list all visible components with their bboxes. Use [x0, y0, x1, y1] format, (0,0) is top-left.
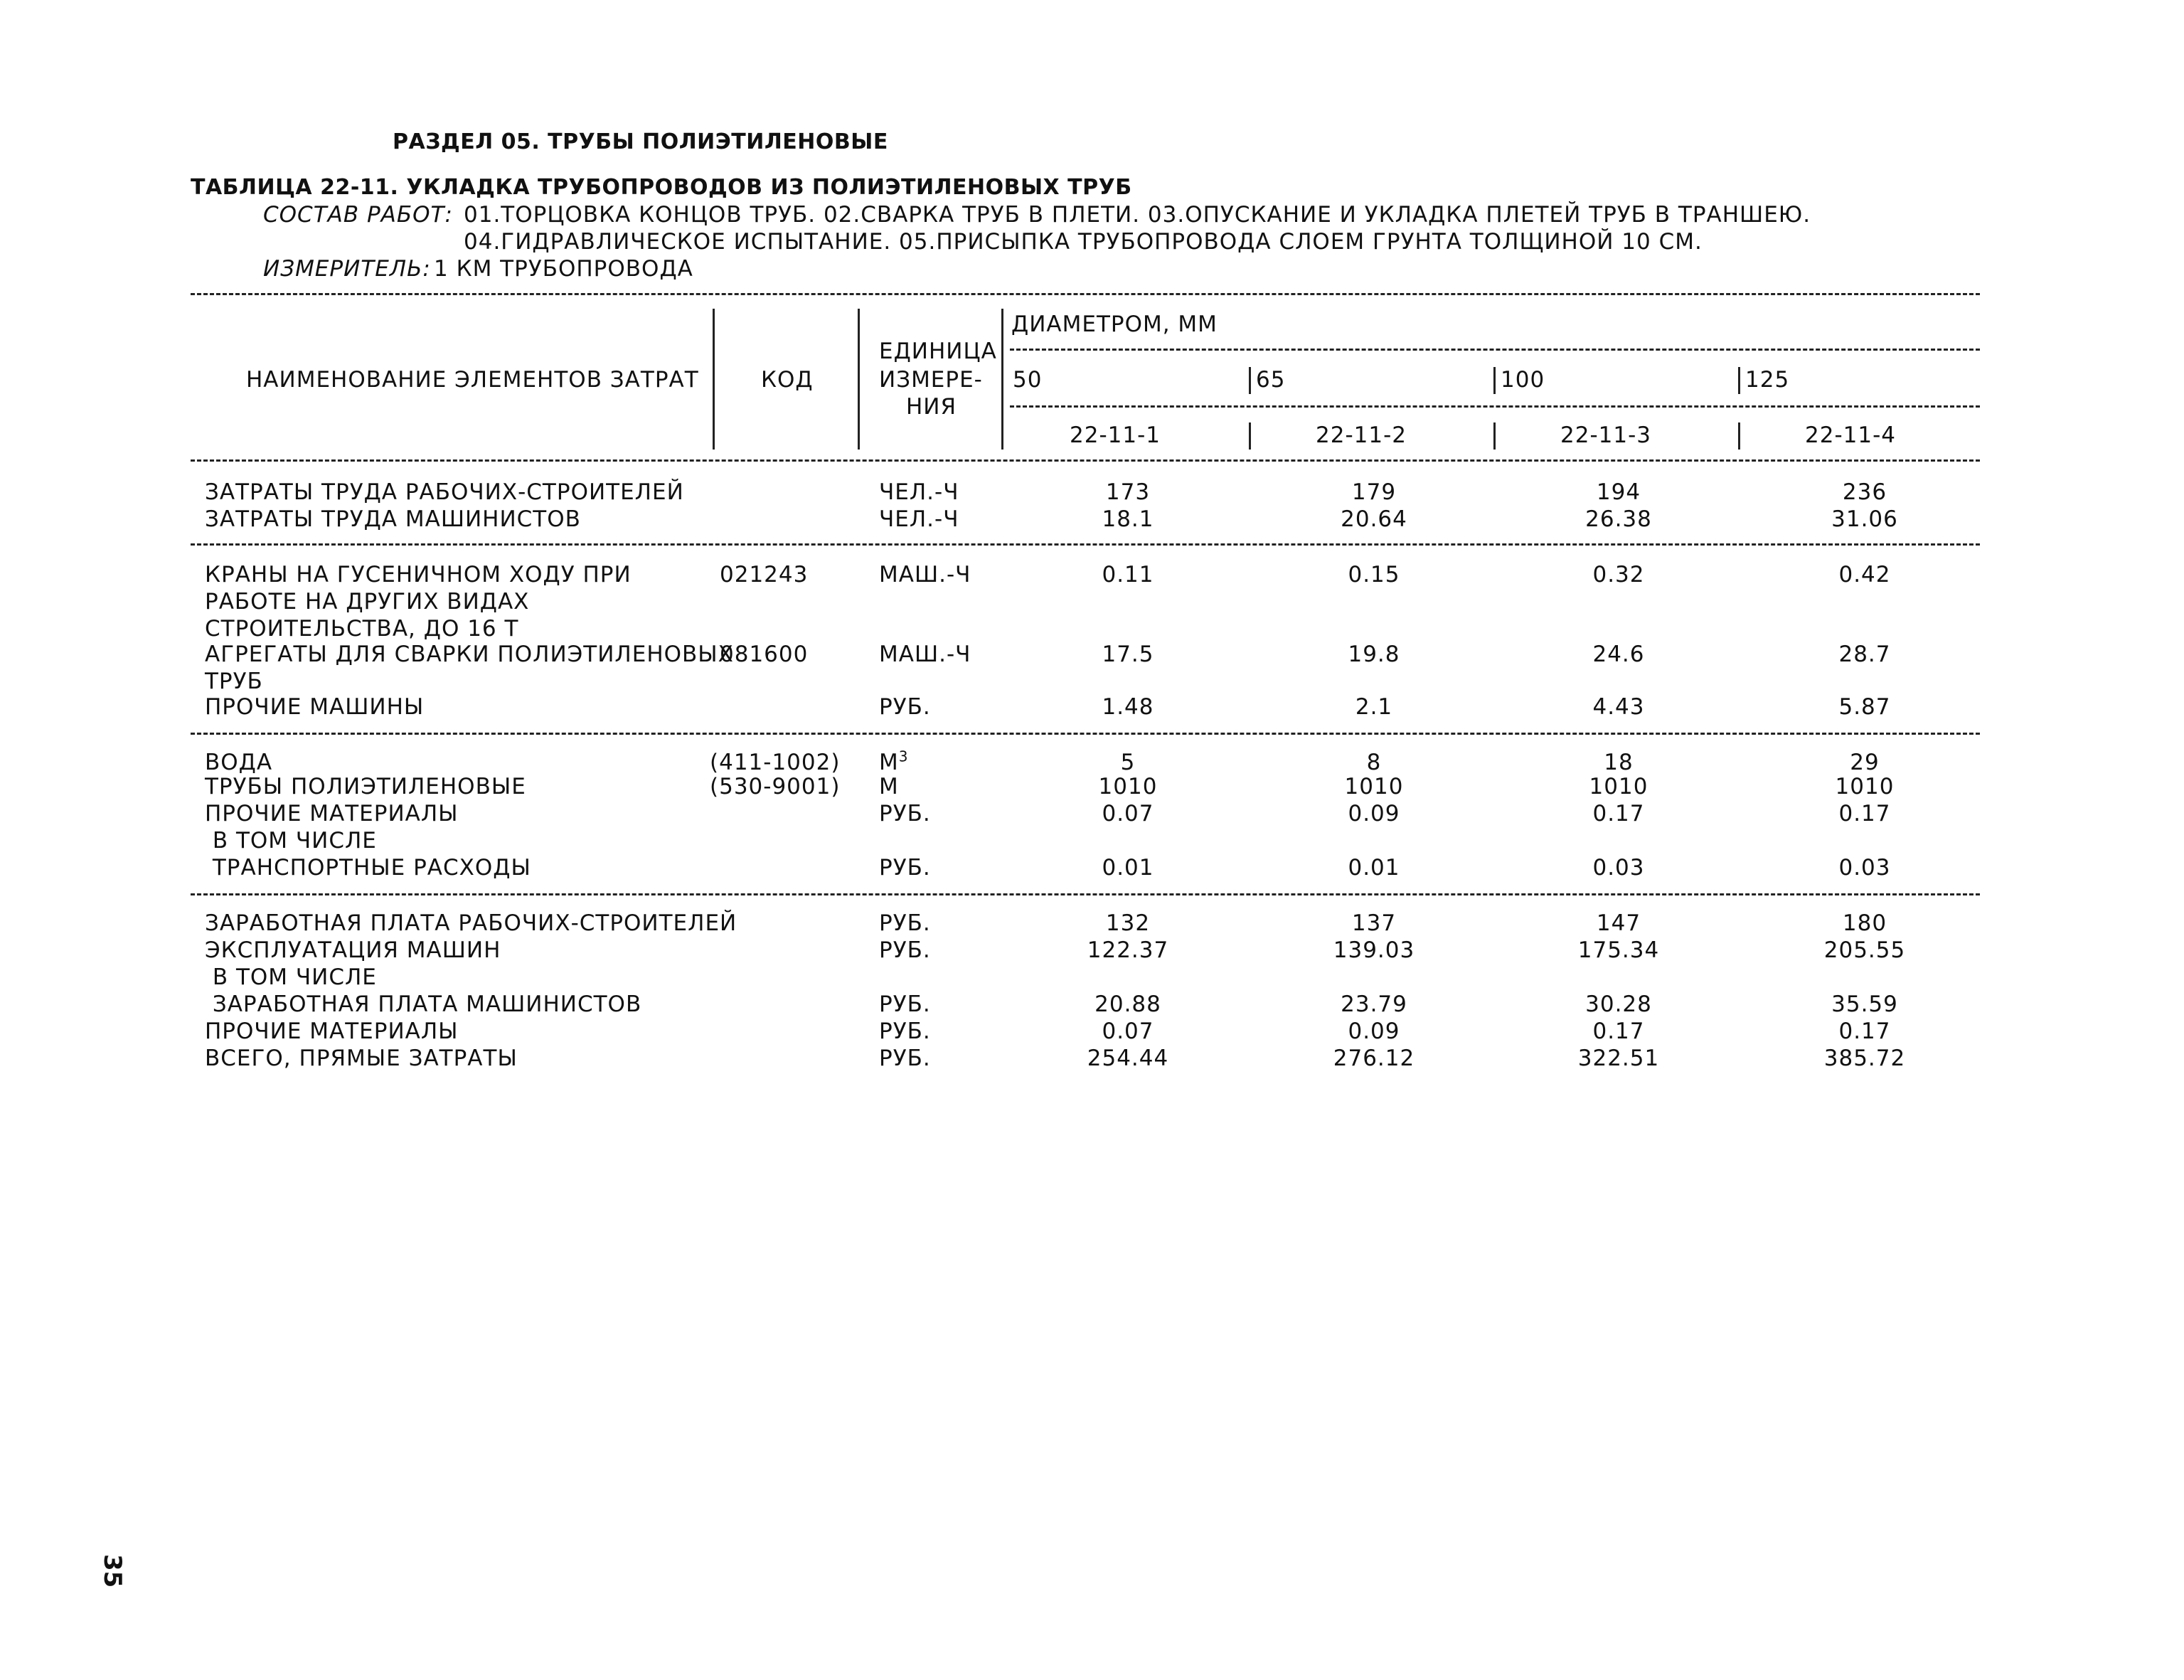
row-name: ЗАРАБОТНАЯ ПЛАТА МАШИНИСТОВ [205, 991, 642, 1017]
work-line-2: 04.ГИДРАВЛИЧЕСКОЕ ИСПЫТАНИЕ. 05.ПРИСЫПКА ТРУБОПРОВОДА СЛОЕМ ГРУНТА ТОЛЩИНОЙ 10 СМ. [464, 229, 1703, 255]
row-value: 0.17 [1592, 1019, 1645, 1044]
row-value: 0.17 [1838, 801, 1891, 826]
row-value: 0.42 [1838, 562, 1891, 588]
row-value: 0.17 [1838, 1019, 1891, 1044]
row-value: 122.37 [1087, 937, 1169, 963]
row-value: 0.01 [1102, 855, 1154, 881]
row-name: СТРОИТЕЛЬСТВА, ДО 16 Т [205, 616, 519, 642]
row-value: 0.09 [1348, 801, 1400, 826]
row-value: 236 [1842, 479, 1887, 505]
section-rule [191, 543, 1980, 546]
row-name: В ТОМ ЧИСЛЕ [205, 964, 377, 990]
unit-superscript: 3 [898, 748, 909, 765]
row-value: 385.72 [1823, 1046, 1906, 1071]
row-value: 322.51 [1577, 1046, 1660, 1071]
row-value: 18.1 [1102, 506, 1154, 532]
header-unit-line2: ИЗМЕРЕ- [879, 367, 983, 393]
row-value: 1.48 [1102, 694, 1154, 720]
row-value: 29 [1850, 750, 1880, 775]
header-separator [1001, 309, 1003, 450]
header-d3: 100 [1501, 367, 1545, 393]
row-unit: РУБ. [879, 855, 931, 881]
row-value: 132 [1105, 910, 1151, 936]
row-value: 28.7 [1838, 642, 1891, 667]
row-unit: ЧЕЛ.-Ч [879, 506, 959, 532]
row-name: ЭКСПЛУАТАЦИЯ МАШИН [205, 937, 501, 963]
row-name: АГРЕГАТЫ ДЛЯ СВАРКИ ПОЛИЭТИЛЕНОВЫХ [205, 642, 734, 667]
row-value: 20.88 [1094, 991, 1161, 1017]
header-separator [1249, 422, 1251, 450]
row-name: ЗАТРАТЫ ТРУДА РАБОЧИХ-СТРОИТЕЛЕЙ [205, 479, 684, 505]
row-name: ВОДА [205, 750, 273, 775]
row-value: 180 [1842, 910, 1887, 936]
row-value: 194 [1596, 479, 1641, 505]
row-name: ВСЕГО, ПРЯМЫЕ ЗАТРАТЫ [205, 1046, 518, 1071]
row-name: РАБОТЕ НА ДРУГИХ ВИДАХ [205, 589, 530, 615]
row-value: 1010 [1098, 774, 1158, 799]
header-unit-line3: НИЯ [906, 394, 957, 420]
row-value: 179 [1351, 479, 1397, 505]
row-value: 0.03 [1592, 855, 1645, 881]
row-value: 137 [1351, 910, 1397, 936]
row-name: ТРУБЫ ПОЛИЭТИЛЕНОВЫЕ [205, 774, 526, 799]
row-value: 8 [1366, 750, 1382, 775]
measure-value: 1 КМ ТРУБОПРОВОДА [434, 256, 693, 282]
row-value: 0.01 [1348, 855, 1400, 881]
row-name: КРАНЫ НА ГУСЕНИЧНОМ ХОДУ ПРИ [205, 562, 632, 588]
header-bottom-rule [191, 459, 1980, 462]
row-unit: ЧЕЛ.-Ч [879, 479, 959, 505]
row-unit: МАШ.-Ч [879, 642, 971, 667]
row-value: 0.15 [1348, 562, 1400, 588]
row-value: 1010 [1589, 774, 1648, 799]
header-separator [1493, 422, 1496, 450]
row-value: 23.79 [1341, 991, 1407, 1017]
page-number: 35 [98, 1554, 127, 1588]
header-name: НАИМЕНОВАНИЕ ЭЛЕМЕНТОВ ЗАТРАТ [246, 367, 699, 393]
row-value: 205.55 [1823, 937, 1906, 963]
row-value: 5.87 [1838, 694, 1891, 720]
row-value: 2.1 [1355, 694, 1393, 720]
row-value: 24.6 [1592, 642, 1645, 667]
row-value: 0.32 [1592, 562, 1645, 588]
row-value: 26.38 [1585, 506, 1652, 532]
row-unit: МАШ.-Ч [879, 562, 971, 588]
header-top-rule [191, 293, 1980, 295]
header-separator [1738, 422, 1740, 450]
header-separator [1249, 367, 1251, 394]
row-value: 0.11 [1102, 562, 1154, 588]
section-rule [191, 733, 1980, 735]
header-d1: 50 [1013, 367, 1043, 393]
code-rule [1010, 405, 1980, 408]
row-name: ТРУБ [205, 669, 263, 694]
row-value: 17.5 [1102, 642, 1154, 667]
row-name: ТРАНСПОРТНЫЕ РАСХОДЫ [205, 855, 531, 881]
row-value: 18 [1604, 750, 1634, 775]
row-unit: М [879, 774, 899, 799]
header-separator [713, 309, 715, 450]
row-value: 0.17 [1592, 801, 1645, 826]
row-value: 4.43 [1592, 694, 1645, 720]
row-unit: РУБ. [879, 1046, 931, 1071]
row-name: ПРОЧИЕ МАТЕРИАЛЫ [205, 801, 459, 826]
row-value: 175.34 [1577, 937, 1660, 963]
header-code: КОД [761, 367, 814, 393]
row-name: В ТОМ ЧИСЛЕ [205, 828, 377, 854]
header-c1: 22-11-1 [1070, 422, 1161, 448]
row-code: 021243 [720, 562, 809, 588]
row-name: ЗАРАБОТНАЯ ПЛАТА РАБОЧИХ-СТРОИТЕЛЕЙ [205, 910, 737, 936]
row-value: 1010 [1835, 774, 1895, 799]
work-label: СОСТАВ РАБОТ: [263, 202, 453, 228]
row-unit: РУБ. [879, 1019, 931, 1044]
header-separator [1738, 367, 1740, 394]
row-code: 081600 [720, 642, 809, 667]
header-c2: 22-11-2 [1316, 422, 1407, 448]
row-unit: РУБ. [879, 801, 931, 826]
row-name: ЗАТРАТЫ ТРУДА МАШИНИСТОВ [205, 506, 581, 532]
row-value: 173 [1105, 479, 1151, 505]
row-value: 0.07 [1102, 1019, 1154, 1044]
row-unit: РУБ. [879, 937, 931, 963]
row-value: 30.28 [1585, 991, 1652, 1017]
header-unit-line1: ЕДИНИЦА [879, 339, 997, 364]
row-value: 139.03 [1333, 937, 1415, 963]
diameter-rule [1010, 349, 1980, 351]
row-unit: РУБ. [879, 991, 931, 1017]
header-diameter: ДИАМЕТРОМ, ММ [1011, 312, 1218, 337]
work-line-1: 01.ТОРЦОВКА КОНЦОВ ТРУБ. 02.СВАРКА ТРУБ В ПЛЕТИ. 03.ОПУСКАНИЕ И УКЛАДКА ПЛЕТЕЙ ТРУБ В ТРАНШЕЮ. [464, 202, 1811, 228]
row-value: 20.64 [1341, 506, 1407, 532]
measure-label: ИЗМЕРИТЕЛЬ: [263, 256, 431, 282]
row-value: 19.8 [1348, 642, 1400, 667]
section-rule [191, 893, 1980, 895]
header-d2: 65 [1256, 367, 1286, 393]
row-name: ПРОЧИЕ МАШИНЫ [205, 694, 425, 720]
row-value: 1010 [1344, 774, 1404, 799]
section-title: РАЗДЕЛ 05. ТРУБЫ ПОЛИЭТИЛЕНОВЫЕ [393, 129, 888, 154]
header-c3: 22-11-3 [1560, 422, 1651, 448]
row-value: 0.09 [1348, 1019, 1400, 1044]
row-code: (530-9001) [710, 774, 841, 799]
header-separator [858, 309, 860, 450]
row-value: 276.12 [1333, 1046, 1415, 1071]
row-value: 31.06 [1831, 506, 1898, 532]
row-value: 254.44 [1087, 1046, 1169, 1071]
row-value: 0.07 [1102, 801, 1154, 826]
row-value: 0.03 [1838, 855, 1891, 881]
row-unit: РУБ. [879, 910, 931, 936]
row-value: 147 [1596, 910, 1641, 936]
row-code: (411-1002) [710, 750, 841, 775]
row-value: 35.59 [1831, 991, 1898, 1017]
row-name: ПРОЧИЕ МАТЕРИАЛЫ [205, 1019, 459, 1044]
header-c4: 22-11-4 [1805, 422, 1896, 448]
row-value: 5 [1120, 750, 1136, 775]
table-title: ТАБЛИЦА 22-11. УКЛАДКА ТРУБОПРОВОДОВ ИЗ ПОЛИЭТИЛЕНОВЫХ ТРУБ [191, 175, 1132, 200]
header-d4: 125 [1745, 367, 1790, 393]
row-unit: $М^3$ [879, 748, 909, 775]
header-separator [1493, 367, 1496, 394]
row-unit: РУБ. [879, 694, 931, 720]
